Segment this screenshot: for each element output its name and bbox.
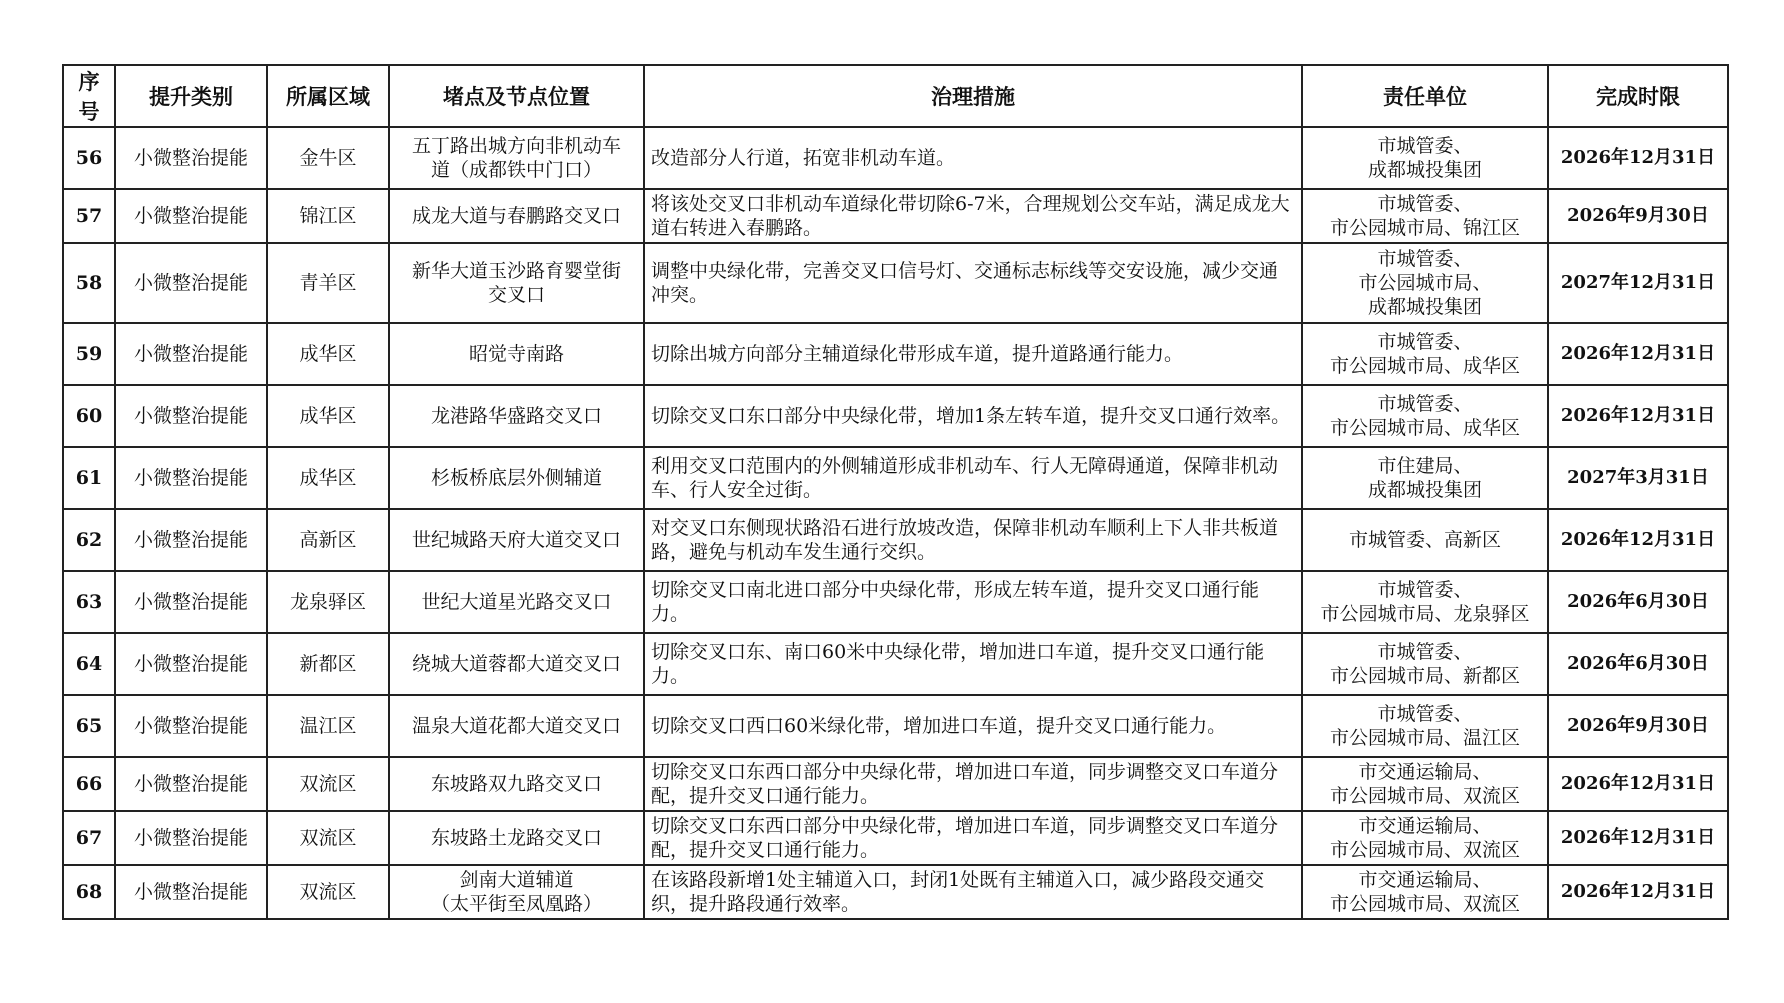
location-cell-line: 温泉大道花都大道交叉口 [411, 715, 621, 737]
location-cell [389, 189, 644, 243]
location-cell-line: 龙港路华盛路交叉口 [430, 405, 602, 427]
deadline-cell: 2026年12月31日 [1548, 323, 1728, 385]
unit-cell-line: 市城管委、 [1377, 135, 1473, 157]
unit-cell [1302, 509, 1548, 571]
location-cell-line: 东坡路双九路交叉口 [430, 773, 602, 795]
row-number: 66 [63, 757, 115, 811]
unit-cell-line: 成都城投集团 [1367, 479, 1482, 501]
unit-cell [1302, 323, 1548, 385]
measure-cell: 将该处交叉口非机动车道绿化带切除6-7米，合理规划公交车站，满足成龙大道右转进入春鹏路。 [644, 189, 1302, 243]
row-number: 64 [63, 633, 115, 695]
deadline-cell: 2027年12月31日 [1548, 243, 1728, 323]
location-cell [389, 571, 644, 633]
header-unit: 责任单位 [1302, 65, 1548, 127]
location-cell [389, 323, 644, 385]
district-cell: 锦江区 [267, 189, 389, 243]
unit-cell-line: 成都城投集团 [1367, 296, 1482, 318]
measure-cell: 对交叉口东侧现状路沿石进行放坡改造，保障非机动车顺利上下人非共板道路，避免与机动车发生通行交织。 [644, 509, 1302, 571]
table-row [63, 865, 1728, 919]
row-number: 65 [63, 695, 115, 757]
row-number: 58 [63, 243, 115, 323]
category-cell: 小微整治提能 [115, 757, 267, 811]
table-row [63, 571, 1728, 633]
location-cell [389, 509, 644, 571]
deadline-cell: 2026年12月31日 [1548, 811, 1728, 865]
district-cell: 双流区 [267, 811, 389, 865]
header-category: 提升类别 [115, 65, 267, 127]
header-row [63, 65, 1728, 127]
location-cell-line: 五丁路出城方向非机动车 [411, 135, 621, 157]
location-cell-line: 成龙大道与春鹏路交叉口 [411, 205, 621, 227]
unit-cell-line: 市住建局、 [1377, 455, 1473, 477]
location-cell-line: 世纪城路天府大道交叉口 [411, 529, 621, 551]
table-row [63, 757, 1728, 811]
unit-cell-line: 市交通运输局、 [1358, 869, 1492, 891]
location-cell-line: 新华大道玉沙路育婴堂街 [411, 260, 621, 282]
location-cell-line: 昭觉寺南路 [468, 343, 564, 365]
deadline-cell: 2026年12月31日 [1548, 385, 1728, 447]
header-deadline: 完成时限 [1548, 65, 1728, 127]
project-table [62, 64, 1729, 920]
category-cell: 小微整治提能 [115, 695, 267, 757]
header-measure: 治理措施 [644, 65, 1302, 127]
unit-cell-line: 市交通运输局、 [1358, 761, 1492, 783]
table-row [63, 447, 1728, 509]
unit-cell-line: 市公园城市局、温江区 [1329, 727, 1520, 749]
measure-cell: 利用交叉口范围内的外侧辅道形成非机动车、行人无障碍通道，保障非机动车、行人安全过街。 [644, 447, 1302, 509]
location-cell-line: 东坡路土龙路交叉口 [430, 827, 602, 849]
unit-cell [1302, 571, 1548, 633]
category-cell: 小微整治提能 [115, 447, 267, 509]
unit-cell [1302, 385, 1548, 447]
category-cell: 小微整治提能 [115, 571, 267, 633]
table-row [63, 323, 1728, 385]
category-cell: 小微整治提能 [115, 633, 267, 695]
district-cell: 青羊区 [267, 243, 389, 323]
district-cell: 双流区 [267, 865, 389, 919]
location-cell [389, 811, 644, 865]
location-cell-line: 剑南大道辅道 [459, 869, 574, 891]
unit-cell-line: 市公园城市局、双流区 [1329, 893, 1520, 915]
unit-cell-line: 市公园城市局、成华区 [1329, 355, 1520, 377]
measure-cell: 切除出城方向部分主辅道绿化带形成车道，提升道路通行能力。 [644, 323, 1302, 385]
unit-cell-line: 市城管委、 [1377, 248, 1473, 270]
unit-cell-line: 市公园城市局、龙泉驿区 [1320, 603, 1530, 625]
unit-cell [1302, 695, 1548, 757]
header-district: 所属区域 [267, 65, 389, 127]
table-row [63, 243, 1728, 323]
unit-cell [1302, 811, 1548, 865]
table-row [63, 811, 1728, 865]
location-cell [389, 127, 644, 189]
district-cell: 双流区 [267, 757, 389, 811]
district-cell: 成华区 [267, 447, 389, 509]
unit-cell-line: 市公园城市局、新都区 [1329, 665, 1520, 687]
unit-cell-line: 市城管委、 [1377, 331, 1473, 353]
location-cell [389, 385, 644, 447]
category-cell: 小微整治提能 [115, 509, 267, 571]
district-cell: 高新区 [267, 509, 389, 571]
table-row [63, 695, 1728, 757]
deadline-cell: 2026年9月30日 [1548, 189, 1728, 243]
measure-cell: 切除交叉口东西口部分中央绿化带，增加进口车道，同步调整交叉口车道分配，提升交叉口通行能力。 [644, 811, 1302, 865]
row-number: 68 [63, 865, 115, 919]
category-cell: 小微整治提能 [115, 323, 267, 385]
category-cell: 小微整治提能 [115, 127, 267, 189]
table-row [63, 385, 1728, 447]
location-cell [389, 633, 644, 695]
measure-cell: 切除交叉口东口部分中央绿化带，增加1条左转车道，提升交叉口通行效率。 [644, 385, 1302, 447]
deadline-cell: 2026年12月31日 [1548, 509, 1728, 571]
category-cell: 小微整治提能 [115, 865, 267, 919]
measure-cell: 切除交叉口东西口部分中央绿化带，增加进口车道，同步调整交叉口车道分配，提升交叉口通行能力。 [644, 757, 1302, 811]
unit-cell [1302, 633, 1548, 695]
table-body [63, 127, 1728, 919]
deadline-cell: 2026年9月30日 [1548, 695, 1728, 757]
header-location: 堵点及节点位置 [389, 65, 644, 127]
district-cell: 新都区 [267, 633, 389, 695]
unit-cell-line: 市城管委、 [1377, 193, 1473, 215]
unit-cell-line: 市城管委、 [1377, 393, 1473, 415]
unit-cell-line: 市城管委、 [1377, 579, 1473, 601]
row-number: 56 [63, 127, 115, 189]
location-cell-line: 世纪大道星光路交叉口 [421, 591, 612, 613]
measure-cell: 调整中央绿化带，完善交叉口信号灯、交通标志标线等交安设施，减少交通冲突。 [644, 243, 1302, 323]
category-cell: 小微整治提能 [115, 811, 267, 865]
unit-cell [1302, 243, 1548, 323]
category-cell: 小微整治提能 [115, 189, 267, 243]
unit-cell-line: 市城管委、高新区 [1348, 529, 1501, 551]
location-cell [389, 695, 644, 757]
deadline-cell: 2026年12月31日 [1548, 757, 1728, 811]
table-row [63, 509, 1728, 571]
row-number: 60 [63, 385, 115, 447]
table-row [63, 127, 1728, 189]
deadline-cell: 2026年12月31日 [1548, 127, 1728, 189]
location-cell [389, 757, 644, 811]
district-cell: 金牛区 [267, 127, 389, 189]
unit-cell-line: 市城管委、 [1377, 641, 1473, 663]
unit-cell-line: 市公园城市局、锦江区 [1329, 217, 1520, 239]
district-cell: 温江区 [267, 695, 389, 757]
row-number: 61 [63, 447, 115, 509]
location-cell-line: 道（成都铁中门口） [430, 159, 602, 181]
unit-cell-line: 市交通运输局、 [1358, 815, 1492, 837]
district-cell: 龙泉驿区 [267, 571, 389, 633]
location-cell [389, 865, 644, 919]
unit-cell [1302, 447, 1548, 509]
category-cell: 小微整治提能 [115, 385, 267, 447]
row-number: 59 [63, 323, 115, 385]
deadline-cell: 2026年6月30日 [1548, 633, 1728, 695]
table-row [63, 189, 1728, 243]
location-cell-line: 交叉口 [487, 284, 545, 306]
unit-cell-line: 市公园城市局、双流区 [1329, 839, 1520, 861]
row-number: 57 [63, 189, 115, 243]
district-cell: 成华区 [267, 385, 389, 447]
unit-cell-line: 市公园城市局、成华区 [1329, 417, 1520, 439]
measure-cell: 切除交叉口东、南口60米中央绿化带，增加进口车道，提升交叉口通行能力。 [644, 633, 1302, 695]
unit-cell [1302, 757, 1548, 811]
location-cell-line: （太平街至凤凰路） [430, 893, 602, 915]
measure-cell: 在该路段新增1处主辅道入口，封闭1处既有主辅道入口，减少路段交通交织，提升路段通行效率。 [644, 865, 1302, 919]
category-cell: 小微整治提能 [115, 243, 267, 323]
unit-cell [1302, 189, 1548, 243]
location-cell-line: 绕城大道蓉都大道交叉口 [411, 653, 621, 675]
measure-cell: 切除交叉口西口60米绿化带，增加进口车道，提升交叉口通行能力。 [644, 695, 1302, 757]
table-row [63, 633, 1728, 695]
deadline-cell: 2026年6月30日 [1548, 571, 1728, 633]
unit-cell [1302, 865, 1548, 919]
unit-cell [1302, 127, 1548, 189]
district-cell: 成华区 [267, 323, 389, 385]
location-cell [389, 243, 644, 323]
unit-cell-line: 成都城投集团 [1367, 159, 1482, 181]
deadline-cell: 2026年12月31日 [1548, 865, 1728, 919]
unit-cell-line: 市公园城市局、 [1358, 272, 1492, 294]
deadline-cell: 2027年3月31日 [1548, 447, 1728, 509]
measure-cell: 改造部分人行道，拓宽非机动车道。 [644, 127, 1302, 189]
row-number: 62 [63, 509, 115, 571]
location-cell-line: 杉板桥底层外侧辅道 [430, 467, 602, 489]
location-cell [389, 447, 644, 509]
header-no: 序号 [63, 65, 115, 127]
measure-cell: 切除交叉口南北进口部分中央绿化带，形成左转车道，提升交叉口通行能力。 [644, 571, 1302, 633]
row-number: 67 [63, 811, 115, 865]
unit-cell-line: 市公园城市局、双流区 [1329, 785, 1520, 807]
row-number: 63 [63, 571, 115, 633]
unit-cell-line: 市城管委、 [1377, 703, 1473, 725]
